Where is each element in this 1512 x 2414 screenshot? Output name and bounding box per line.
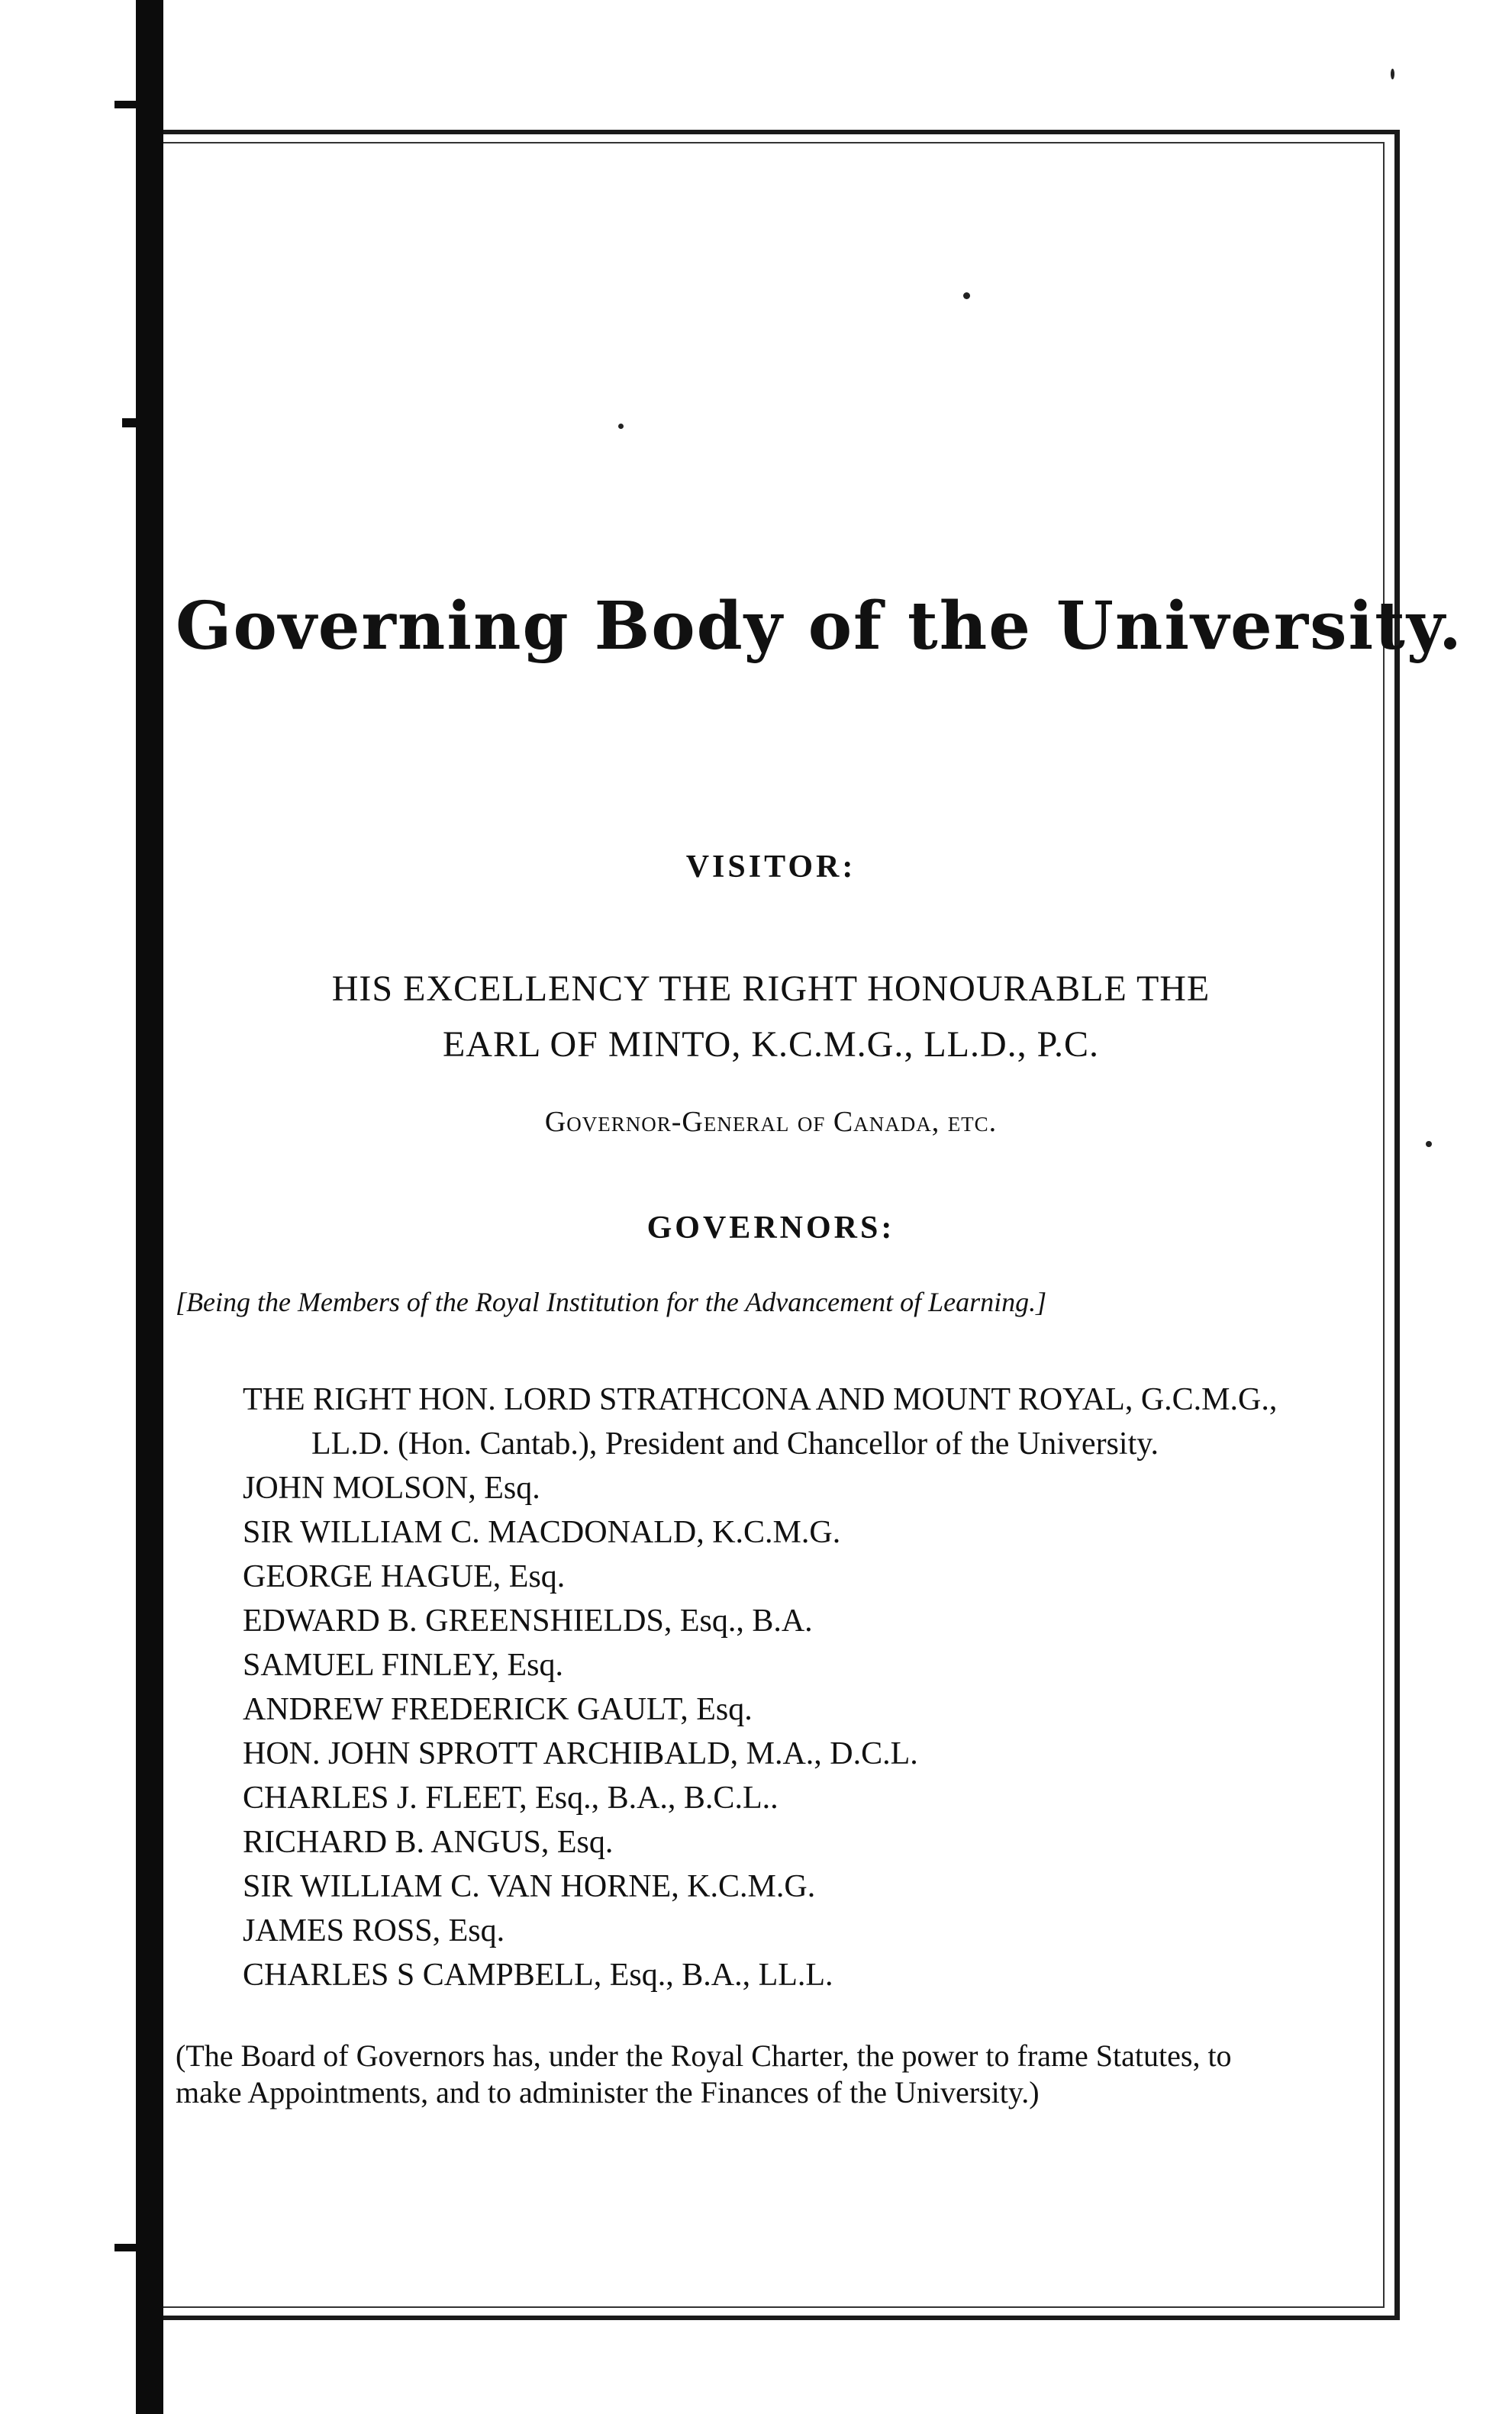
governor-entry: SIR WILLIAM C. VAN HORNE, K.C.M.G. bbox=[243, 1869, 816, 1904]
binding-edge bbox=[136, 0, 163, 2414]
governor-entry: GEORGE HAGUE, Esq. bbox=[243, 1559, 566, 1594]
governor-entry: RICHARD B. ANGUS, Esq. bbox=[243, 1825, 614, 1860]
governor-entry: JOHN MOLSON, Esq. bbox=[243, 1471, 540, 1506]
governor-entry: JAMES ROSS, Esq. bbox=[243, 1913, 505, 1948]
visitor-name-line-1: HIS EXCELLENCY THE RIGHT HONOURABLE THE bbox=[331, 969, 1211, 1009]
governor-entry: CHARLES S CAMPBELL, Esq., B.A., LL.L. bbox=[243, 1958, 833, 1993]
governors-footnote: (The Board of Governors has, under the Royal Charter, the power to frame Statutes, to make Appointments, and to administer the Finances of the University.) bbox=[176, 2039, 1232, 2109]
governor-entry: HON. JOHN SPROTT ARCHIBALD, M.A., D.C.L. bbox=[243, 1736, 918, 1771]
page-title: Governing Body of the University. bbox=[176, 588, 1463, 665]
governor-entry: SIR WILLIAM C. MACDONALD, K.C.M.G. bbox=[243, 1515, 841, 1550]
print-speck bbox=[1391, 69, 1394, 79]
print-speck bbox=[1426, 1141, 1432, 1147]
governor-entry: SAMUEL FINLEY, Esq. bbox=[243, 1648, 564, 1683]
print-speck bbox=[963, 292, 970, 299]
binding-mark bbox=[114, 101, 145, 108]
visitor-name-line-2: EARL OF MINTO, K.C.M.G., LL.D., P.C. bbox=[442, 1024, 1100, 1065]
governors-heading: GOVERNORS: bbox=[646, 1210, 895, 1246]
visitor-heading: VISITOR: bbox=[685, 849, 856, 885]
governors-note: [Being the Members of the Royal Institution for the Advancement of Learning.] bbox=[176, 1287, 1047, 1317]
visitor-office: Governor-General of Canada, etc. bbox=[544, 1106, 998, 1138]
print-speck bbox=[618, 424, 624, 429]
governor-entry: CHARLES J. FLEET, Esq., B.A., B.C.L.. bbox=[243, 1781, 779, 1816]
governor-entry: THE RIGHT HON. LORD STRATHCONA AND MOUNT ROYAL, G.C.M.G., LL.D. (Hon. Cantab.), President and Chancellor of the University. bbox=[243, 1382, 1278, 1462]
governor-entry: ANDREW FREDERICK GAULT, Esq. bbox=[243, 1692, 753, 1727]
binding-mark bbox=[114, 2244, 145, 2251]
governors-list bbox=[243, 1378, 1311, 1997]
binding-mark bbox=[122, 418, 145, 427]
governor-entry: EDWARD B. GREENSHIELDS, Esq., B.A. bbox=[243, 1603, 813, 1639]
